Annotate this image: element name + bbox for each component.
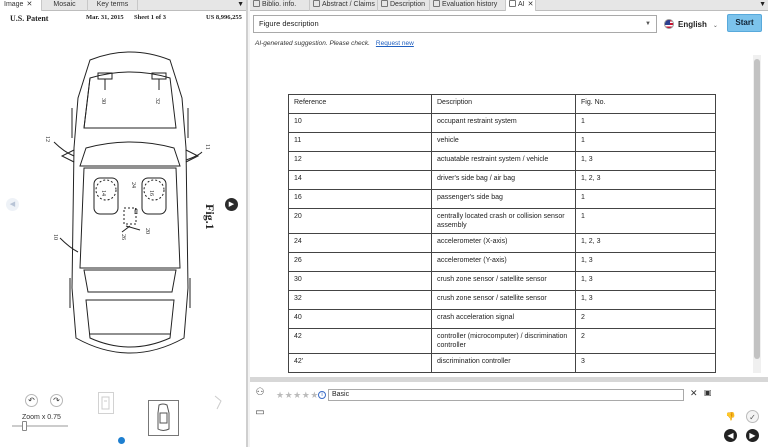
image-pane-tabbar [0, 0, 246, 11]
table-row [289, 234, 716, 253]
table-row [289, 209, 716, 234]
table-row [289, 114, 716, 133]
table-row [289, 190, 716, 209]
tab-biblio-info[interactable] [250, 0, 310, 11]
reference-cell: 14 [289, 171, 432, 190]
column-header: Reference [289, 95, 432, 114]
abstract-icon [313, 0, 320, 7]
table-header-row [289, 95, 716, 114]
fig-no-cell: 3 [576, 354, 716, 373]
ref-label-12: 12 [44, 136, 50, 142]
save-icon[interactable]: ▣ [704, 388, 712, 397]
mode-select[interactable] [253, 15, 657, 33]
table-row [289, 310, 716, 329]
description-cell: accelerometer (X-axis) [432, 234, 576, 253]
description-icon [381, 0, 388, 7]
page-thumbnail-next[interactable] [210, 392, 226, 414]
pin-icon[interactable]: ▼ [759, 1, 766, 8]
language-label: English [678, 20, 707, 29]
reference-cell: 30 [289, 272, 432, 291]
ref-label-24: 24 [130, 182, 136, 188]
tab-mosaic[interactable] [42, 0, 88, 11]
ref-label-11: 11 [204, 144, 210, 150]
next-image-button[interactable]: ▶ [225, 198, 238, 211]
clear-icon[interactable]: ✕ [690, 388, 698, 398]
user-star-icon[interactable]: ⚇ [255, 387, 265, 398]
zoom-slider-thumb[interactable] [22, 421, 27, 431]
tab-key-terms[interactable] [88, 0, 138, 11]
column-header: Fig. No. [576, 95, 716, 114]
ref-label-40: 40 [132, 208, 138, 214]
table-row [289, 354, 716, 373]
comment-input[interactable]: Basic [328, 389, 684, 401]
tab-key-terms-label: Key terms [96, 1, 129, 8]
rating-stars[interactable] [276, 390, 319, 401]
chevron-down-icon: ▼ [645, 21, 651, 27]
language-select[interactable] [664, 19, 718, 31]
comment-row [274, 389, 714, 403]
patent-drawing [30, 38, 230, 378]
fig-no-cell: 1, 3 [576, 152, 716, 171]
reference-cell: 16 [289, 190, 432, 209]
ai-toolbar [250, 11, 768, 51]
patent-date: Mar. 31, 2015 [86, 14, 124, 21]
figure-description-table [288, 94, 716, 373]
table-row [289, 291, 716, 310]
previous-image-button[interactable]: ◀ [6, 198, 19, 211]
description-cell: centrally located crash or collision sensor assembly [432, 209, 576, 234]
tab-ai[interactable] [506, 0, 536, 11]
tab-biblio-info-label: Biblio. info. [262, 1, 297, 8]
description-cell: driver's side bag / air bag [432, 171, 576, 190]
reference-cell: 10 [289, 114, 432, 133]
fig-no-cell: 1, 2, 3 [576, 171, 716, 190]
tab-abstract-claims-label: Abstract / Claims [322, 1, 375, 8]
comment-side-icons [252, 386, 272, 426]
check-icon[interactable]: ✓ [746, 410, 759, 423]
rotate-right-icon[interactable]: ↷ [50, 394, 63, 407]
description-cell: passenger's side bag [432, 190, 576, 209]
reference-cell: 20 [289, 209, 432, 234]
table-row [289, 171, 716, 190]
fig-no-cell: 1, 3 [576, 291, 716, 310]
description-cell: crash acceleration signal [432, 310, 576, 329]
tab-mosaic-label: Mosaic [53, 1, 76, 8]
tab-description[interactable] [378, 0, 430, 11]
ref-label-14: 14 [100, 190, 106, 196]
biblio-icon [253, 0, 260, 7]
description-cell: discrimination controller [432, 354, 576, 373]
us-flag-icon [664, 19, 674, 29]
table-row [289, 152, 716, 171]
star-icon[interactable]: ★ [293, 390, 302, 400]
description-cell: occupant restraint system [432, 114, 576, 133]
tab-description-label: Description [390, 1, 426, 8]
fig-no-cell: 2 [576, 310, 716, 329]
fig-no-cell: 1, 3 [576, 253, 716, 272]
reference-cell: 40 [289, 310, 432, 329]
tab-evaluation-history-label: Evaluation history [442, 1, 498, 8]
table-row [289, 329, 716, 354]
fig-label: Fig.1 [203, 204, 217, 230]
reference-cell: 26 [289, 253, 432, 272]
column-header: Description [432, 95, 576, 114]
table-row [289, 272, 716, 291]
close-icon[interactable]: ✕ [527, 1, 534, 8]
page-indicator-dot [118, 437, 125, 444]
star-icon[interactable]: ★ [284, 390, 294, 400]
reference-cell: 12 [289, 152, 432, 171]
fig-no-cell: 1 [576, 133, 716, 152]
fig-no-cell: 1 [576, 114, 716, 133]
tab-image[interactable] [0, 0, 42, 11]
ref-label-10: 10 [52, 234, 58, 240]
table-row [289, 253, 716, 272]
ref-label-32: 32 [154, 98, 160, 104]
ref-label-26: 26 [120, 234, 126, 240]
close-icon[interactable]: ✕ [26, 1, 33, 8]
start-button[interactable]: Start [727, 14, 762, 32]
page-thumbnail-current[interactable] [148, 400, 179, 436]
pin-icon[interactable]: ▼ [237, 1, 244, 8]
ref-label-16: 16 [148, 190, 154, 196]
table-scrollbar-thumb[interactable] [754, 59, 760, 359]
description-cell: accelerometer (Y-axis) [432, 253, 576, 272]
page-thumbnail-prev[interactable] [98, 392, 114, 414]
history-icon [433, 0, 440, 7]
ref-label-30: 30 [100, 98, 106, 104]
tab-evaluation-history[interactable] [430, 0, 506, 11]
reference-cell: 42 [289, 329, 432, 354]
detail-pane-tabbar [250, 0, 768, 11]
star-icon[interactable]: ★ [276, 390, 285, 400]
description-cell: actuatable restraint system / vehicle [432, 152, 576, 171]
star-icon[interactable]: ★ [310, 390, 319, 400]
ai-icon [509, 0, 516, 7]
thumbs-down-icon[interactable]: 👎 [725, 412, 736, 421]
comment-panel [250, 382, 768, 447]
patent-sheet: Sheet 1 of 3 [134, 14, 166, 21]
next-icon[interactable]: ▶ [746, 429, 759, 442]
comment-icon[interactable]: ▭ [255, 407, 265, 418]
figure-description-area [250, 55, 760, 373]
patent-number: US 8,996,255 [206, 14, 242, 21]
ref-label-20: 20 [144, 228, 150, 234]
tab-image-label: Image [4, 1, 24, 8]
zoom-slider[interactable] [12, 425, 68, 427]
detail-pane [250, 0, 768, 447]
ai-note [255, 40, 414, 47]
fig-no-cell: 1, 3 [576, 272, 716, 291]
image-pane [0, 0, 248, 447]
patent-office: U.S. Patent [10, 14, 49, 23]
request-new-link[interactable]: Request new [375, 40, 414, 47]
ai-note-text: AI-generated suggestion. Please check. [255, 40, 370, 47]
reference-cell: 42' [289, 354, 432, 373]
zoom-label: Zoom x 0.75 [22, 414, 61, 421]
mode-select-value: Figure description [259, 19, 319, 28]
rotate-left-icon[interactable]: ↶ [25, 394, 38, 407]
image-tools [0, 386, 246, 447]
description-cell: crush zone sensor / satellite sensor [432, 291, 576, 310]
previous-icon[interactable]: ◀ [724, 429, 737, 442]
fig-no-cell: 1 [576, 209, 716, 234]
table-row [289, 133, 716, 152]
description-cell: crush zone sensor / satellite sensor [432, 272, 576, 291]
chevron-down-icon: ⌄ [712, 23, 718, 29]
fig-no-cell: 2 [576, 329, 716, 354]
tab-abstract-claims[interactable] [310, 0, 378, 11]
description-cell: vehicle [432, 133, 576, 152]
reference-cell: 24 [289, 234, 432, 253]
star-icon[interactable]: ★ [301, 390, 311, 400]
tab-ai-label: AI [518, 1, 525, 8]
info-icon[interactable]: i [318, 391, 326, 399]
table-scrollbar[interactable] [753, 55, 761, 373]
reference-cell: 32 [289, 291, 432, 310]
fig-no-cell: 1 [576, 190, 716, 209]
reference-cell: 11 [289, 133, 432, 152]
fig-no-cell: 1, 2, 3 [576, 234, 716, 253]
description-cell: controller (microcomputer) / discrimination controller [432, 329, 576, 354]
